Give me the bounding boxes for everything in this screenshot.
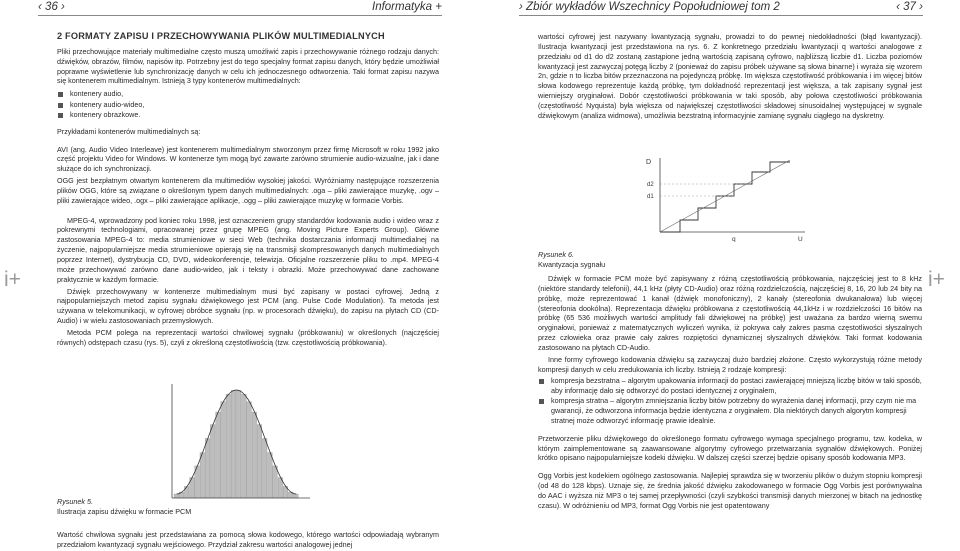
pcm-sample-bar: [247, 402, 252, 498]
pcm-sample-bar: [294, 494, 299, 498]
section-heading: 2 FORMATY ZAPISU I PRZECHOWYWANIA PLIKÓW MULTIMEDIALNYCH: [57, 31, 385, 41]
figure5-caption: [57, 497, 257, 517]
left-header-rule: [38, 15, 442, 16]
quantization-paragraph: wartości cyfrowej jest nazywany kwantyzacją sygnału, prowadzi to do pewnej niedokładności (błąd kwantyzacji). Ilustracja kwantyzacji jest przedstawiona na rys. 6. Z konkretnego przedziału kwantyzacji q wartości analogowe z przedziału od d1 do d2 zostaną zastąpione jedną wartością zapisaną cyfrowo, najbliższą liczbie d1. Liczba poziomów kwantyzacji jest zazwyczaj potęgą liczby 2 (ponieważ do zapisu próbek używane są słowa binarne) i wyraża się wzorem 2n, gdzie n to liczba bitów przeznaczona na pojedynczą próbkę. Im większa częstotliwość próbkowania i im więcej bitów słowa kodowego reprezentuje każdą próbkę, tym dokładność reprezentacji jest większa, a tak zapisany sygnał jest wierniejszy oryginałowi. Dobór częstotliwości próbkowania w taki sposób, aby połowa częstotliwości próbkowania (częstotliwość Nyquista) była większa od największej częstotliwości składowej sinusoidalnej występującej w sygnale dźwiękowym (analiza widmowa), umożliwia bezstratną informacyjnie zamianę sygnału ciągłego na dyskretny.: [538, 32, 922, 120]
left-column: [57, 32, 439, 350]
figure5-label: Rysunek 5.: [57, 497, 93, 506]
figure6-caption: [538, 250, 738, 270]
codec-paragraph: Przetworzenie pliku dźwiękowego do określonego formatu cyfrowego wymaga specjalnego programu, tzw. kodeka, w którym zaimplementowane są zaawansowane algorytmy cyfrowego przetwarzania sygnałów dźwiękowych. Poniżej krótko opisano najpopularniejsze kodeki dźwięku. W dalszej części szerzej będzie opisany sposób kodowania MP3.: [538, 433, 922, 463]
avi-paragraph: AVI (ang. Audio Video Interleave) jest kontenerem multimedialnym stworzonym przez firmę Microsoft w roku 1992 jako część projektu Video for Windows. W kontenerze tym mogą być zawarte zarówno strumienie audio-wizualne, jak i dane służące do ich synchronizacji.: [57, 144, 439, 174]
quantization-figure: [640, 152, 810, 242]
right-page-number: ‹ 37 ›: [896, 1, 923, 13]
pcm-sample-bar: [242, 394, 247, 498]
right-running-title: › Zbiór wykładów Wszechnicy Popołudniowej tom 2: [519, 1, 780, 13]
container-types-list: [57, 89, 439, 121]
pcm-sample-bar: [200, 453, 205, 498]
left-page-header: [38, 0, 442, 15]
left-running-title: Informatyka +: [372, 1, 442, 13]
right-column-bottom: [538, 274, 922, 513]
pcm-sample-bar: [205, 438, 210, 498]
right-column-top: [538, 32, 922, 121]
bottom-paragraph: Wartość chwilowa sygnału jest przedstawiana za pomocą słowa kodowego, którego wartości odpowiadają wybranym przedziałom kwantyzacji sygnału wejściowego. Przydział zakresu wartości analogowej jednej: [57, 530, 439, 549]
pcm-sample-bar: [236, 390, 241, 498]
pcm-sample-bar: [221, 402, 226, 498]
q-label-d1: d1: [647, 194, 654, 200]
right-page-header: [519, 0, 923, 15]
compression-intro: Inne formy cyfrowego kodowania dźwięku są zazwyczaj dużo bardziej złożone. Często wykorzystują różne metody kompresji danych w celu zredukowania ich liczby. Istnieją 2 rodzaje kompresji:: [538, 354, 922, 374]
sound-paragraph: Dźwięk przechowywany w kontenerze multimedialnym musi być zapisany w postaci cyfrowej. Jedną z najpopularniejszych metod zapisu sygnału dźwiękowego jest PCM (ang. Pulse Code Modulation). Ta metoda jest używana w telekomunikacji, w cyfrowej obróbce sygnału (np. w procesorach dźwięku), do zapisu na płytach CD (CD-Audio) i w wielu zastosowaniach przemysłowych.: [57, 286, 439, 326]
compression-list: [538, 376, 922, 425]
pcm-samples: [174, 390, 298, 498]
pcm-sample-bar: [273, 466, 278, 498]
pcm-sample-bar: [268, 453, 273, 498]
right-header-rule: [519, 15, 923, 16]
side-logo-left: i+: [4, 268, 21, 291]
ogg-vorbis-paragraph: Ogg Vorbis jest kodekiem ogólnego zastosowania. Najlepiej sprawdza się w tworzeniu plików o dużym stopniu kompresji (od 48 do 128 kbps). Uznaje się, że średnia jakość dźwięku zakodowanego w formacie Ogg Vorbis jest porównywalna do AAC i wyższa niż MP3 o tej samej przepływności (czyli szybkości transmisji danych mierzonej w bitach na jednostkę czasu). W odróżnieniu od MP3, format Ogg Vorbis nie jest opatentowany: [538, 471, 922, 510]
list-item: kompresja bezstratna – algorytm upakowania informacji do postaci zawierającej mniejszą liczbę bitów w taki sposób, aby informację dało się odtworzyć do postaci identycznej z oryginałem,: [538, 376, 922, 396]
list-item: kontenery obrazkowe.: [57, 110, 439, 121]
pcm-sample-bar: [231, 390, 236, 498]
pcm-formats-paragraph: Dźwięk w formacie PCM może być zapisywany z różną częstotliwością próbkowania, najczęściej jest to 8 kHz (niektóre standardy telefonii), 44,1 kHz (płyty CD-Audio) oraz różną rozdzielczością, najczęściej 8, 16, 20 lub 24 bity na próbkę, może reprezentować 1 kanał (dźwięk monofoniczny), 2 kanały (stereofonia dwukanałowa) lub więcej (stereofonia dookólna). Reprezentacja dźwięku próbkowana z częstotliwością 44,1kHz i w rozdzielczości 16 bitów na próbkę (65 536 możliwych wartości amplitudy fali dźwiękowej na próbkę) jest uważana za bardzo wierną swemu oryginałowi, ponieważ z matematycznych wyliczeń wynika, iż pokrywa cały zakres pasma częstotliwości słyszalnych przez człowieka oraz prawie cały zakres rozpiętości dynamicznej słyszalnych dźwięków. Taki format kodowania zastosowano na płytach CD-Audio.: [538, 274, 922, 352]
left-page-number: ‹ 36 ›: [38, 1, 65, 13]
pcm-sample-bar: [210, 425, 215, 498]
q-label-D: D: [646, 159, 652, 166]
pcm-sample-bar: [216, 412, 221, 498]
pcm-sample-bar: [257, 425, 262, 498]
q-label-d2: d2: [647, 182, 654, 188]
mpeg4-paragraph: MPEG-4, wprowadzony pod koniec roku 1998, jest oznaczeniem grupy standardów kodowania audio i wideo wraz z pokrewnymi technologiami, opracowanej przez grupę MPEG (ang. Moving Picture Experts Group). Główne zastosowania MPEG-4 to: media strumieniowe w sieci Web (technika dostarczania informacji multimedialnej na życzenie, najpopularniejsze media strumieniowe opierają się na transmisji skompresowanych danych multimedialnych poprzez Internet), dystrybucja CD, DVD, wideokonferencje, telewizja. Oficjalne rozszerzenie pliku to .mp4. MPEG-4 może przechowywać zarówno dane audio-wideo, jak i teksty i obrazki. Może przechowywać dane zachowane praktycznie w każdym formacie.: [57, 215, 439, 284]
q-label-U: U: [798, 236, 803, 242]
list-item: kontenery audio-wideo,: [57, 100, 439, 111]
list-item: kompresja stratna – algorytm zmniejszania liczby bitów potrzebny do wyrażenia danej informacji, przy czym nie ma gwarancji, że odtworzona informacja będzie identyczna z oryginałem. Dla niektórych danych algorytm kompresji stratnej może odtworzyć informację prawie idealnie.: [538, 396, 922, 426]
pcm-figure: [162, 380, 312, 505]
list-item: kontenery audio,: [57, 89, 439, 100]
pcm-sample-bar: [226, 394, 231, 498]
pcm-paragraph: Metoda PCM polega na reprezentacji wartości chwilowej sygnału (próbkowaniu) w określonych (najczęściej równych) odstępach czasu (rys. 5), czyli z określoną częstotliwością (tzw. częstotliwością próbkowania).: [57, 327, 439, 347]
figure6-text: Kwantyzacja sygnału: [538, 259, 606, 269]
q-label-q: q: [732, 236, 736, 242]
pcm-sample-bar: [252, 412, 257, 498]
ogg-paragraph: OGG jest bezpłatnym otwartym kontenerem dla multimediów wysokiej jakości. Wyróżniamy następujące rozszerzenia plików OGG, które są związane o określonym typem danych multimedialnych: .oga – pliki zawierające muzykę, .ogv – pliki zawierające wideo, .ogx – pliki zawierające aplikacje, .ogg – pliki zawierające muzykę w formacie Vorbis.: [57, 176, 439, 205]
figure5-text: Ilustracja zapisu dźwięku w formacie PCM: [57, 506, 192, 516]
examples-paragraph: Przykładami kontenerów multimedialnych są:: [57, 126, 201, 136]
pcm-sample-bar: [262, 438, 267, 498]
side-logo-right: i+: [928, 268, 945, 291]
intro-paragraph: Pliki przechowujące materiały multimedialne często muszą umożliwić zapis i przechowywanie różnego rodzaju danych: dźwięków, obrazów, filmów, napisów itp. Potrzebny jest do tego specjalny format zapisu danych, który będzie umożliwiał poprawne wyświetlenie lub synchronizację danych w celu ich jednoczesnego odtworzenia. Taki format zapisu nazywa się kontenerem multimedialnym. Istnieją 3 typy kontenerów multimedialnych:: [57, 46, 439, 86]
figure6-label: Rysunek 6.: [538, 250, 574, 259]
left-bottom-text: [57, 530, 439, 550]
